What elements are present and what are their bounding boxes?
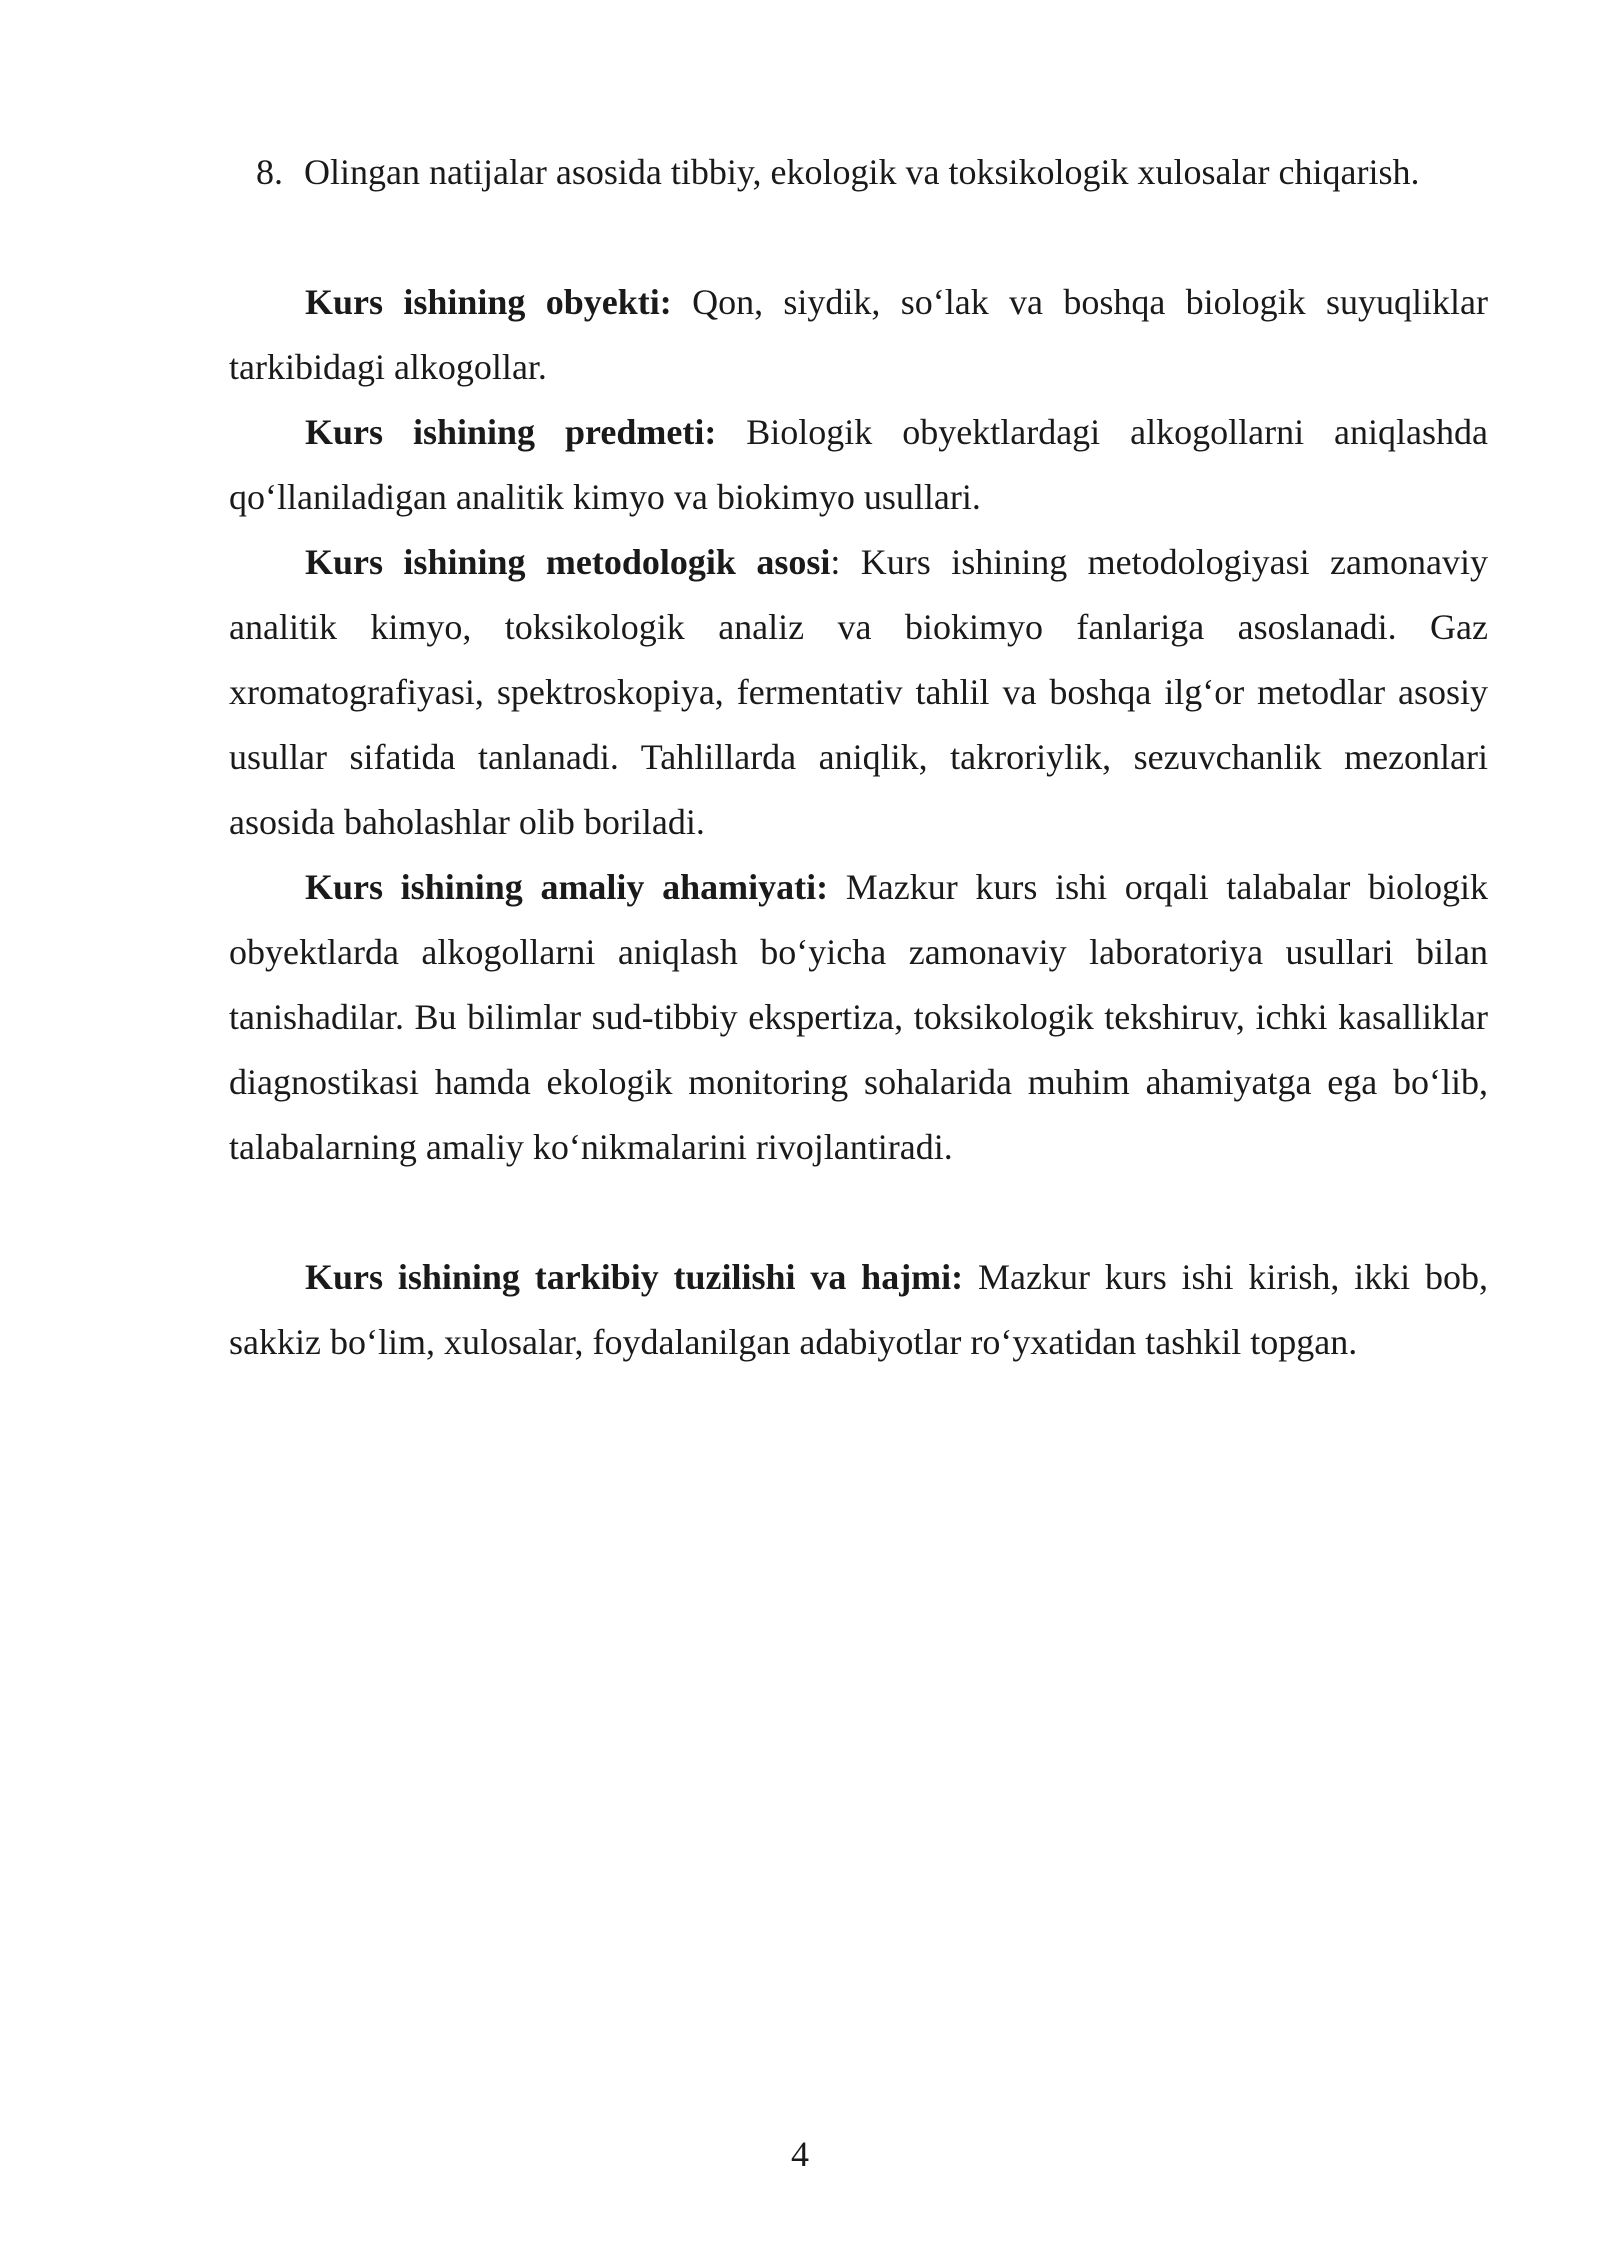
paragraph-practical-significance: [229, 855, 1488, 1180]
spacer: [229, 205, 1488, 270]
paragraph-heading: Kurs ishining tarkibiy tuzilishi va hajmi:: [305, 1257, 964, 1297]
page-number: 4: [791, 2134, 809, 2174]
paragraph-subject: [229, 400, 1488, 530]
paragraph-heading: Kurs ishining obyekti:: [305, 282, 672, 322]
paragraph-body: Mazkur kurs ishi kirish, ikki bob, sakkiz bo‘lim, xulosalar, foydalanilgan adabiyotlar ro‘yxatidan tashkil topgan.: [229, 1257, 1488, 1362]
list-item-8: [256, 140, 1488, 205]
paragraph-methodology: [229, 530, 1488, 855]
paragraph-body: : Kurs ishining metodologiyasi zamonaviy analitik kimyo, toksikologik analiz va biokimyo fanlariga asoslanadi. Gaz xromatografiyasi, spektroskopiya, fermentativ tahlil va boshqa ilg‘or metodlar asosiy usullar sifatida tanlanadi. Tahlillarda aniqlik, takroriylik, sezuvchanlik mezonlari asosida baholashlar olib boriladi.: [229, 542, 1488, 842]
paragraph-heading: Kurs ishining metodologik asosi: [305, 542, 831, 582]
spacer: [229, 1180, 1488, 1245]
paragraph-body: Mazkur kurs ishi orqali talabalar biologik obyektlarda alkogollarni aniqlash bo‘yicha zamonaviy laboratoriya usullari bilan tanishadilar. Bu bilimlar sud-tibbiy ekspertiza, toksikologik tekshiruv, ichki kasalliklar diagnostikasi hamda ekologik monitoring sohalarida muhim ahamiyatga ega bo‘lib, talabalarning amaliy ko‘nikmalarini rivojlantiradi.: [229, 867, 1489, 1167]
list-item-text: Olingan natijalar asosida tibbiy, ekologik va toksikologik xulosalar chiqarish.: [304, 152, 1420, 192]
paragraph-heading: Kurs ishining amaliy ahamiyati:: [305, 867, 829, 907]
paragraph-body: Biologik obyektlardagi alkogollarni aniqlashda qo‘llaniladigan analitik kimyo va biokimyo usullari.: [229, 412, 1488, 517]
paragraph-structure: [229, 1245, 1488, 1375]
paragraph-object: [229, 270, 1488, 400]
paragraph-body: Qon, siydik, so‘lak va boshqa biologik suyuqliklar tarkibidagi alkogollar.: [229, 282, 1488, 387]
document-page: [229, 140, 1488, 1375]
list-item-number: 8.: [256, 152, 283, 192]
paragraph-heading: Kurs ishining predmeti:: [305, 412, 717, 452]
